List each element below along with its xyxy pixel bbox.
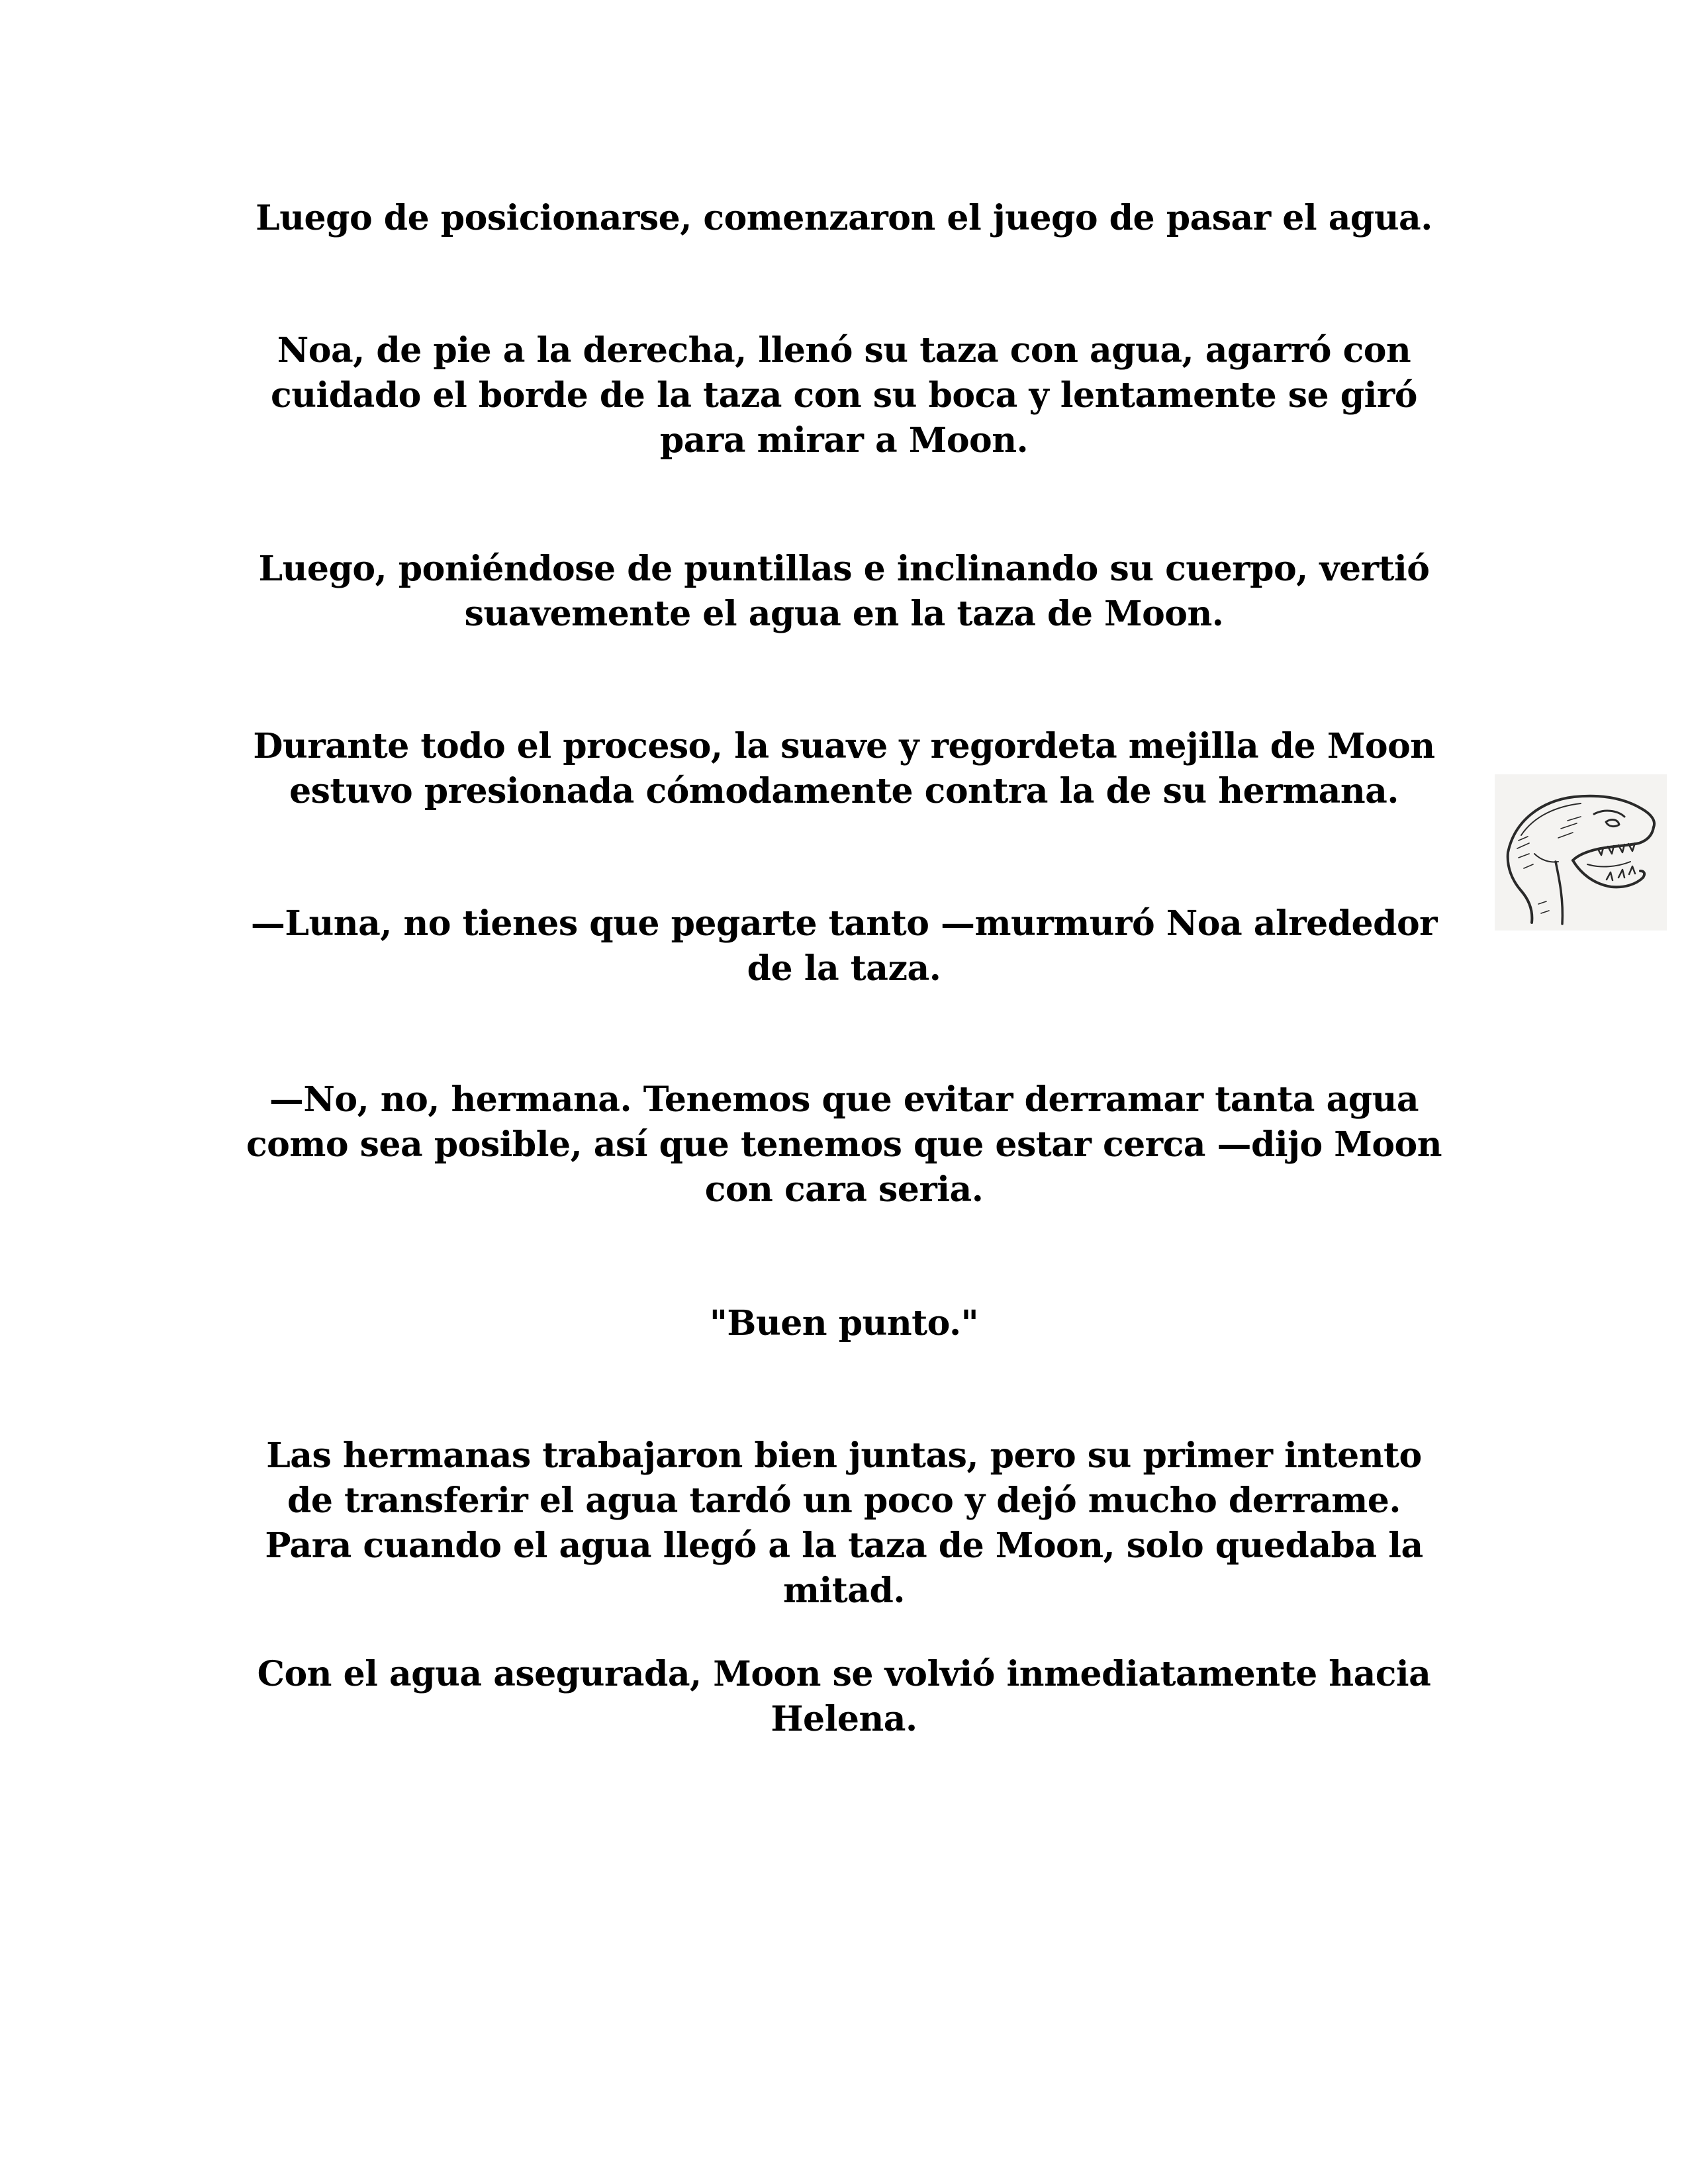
paragraph-2: Noa, de pie a la derecha, llenó su taza con agua, agarró con cuidado el borde de la taza con su boca y lentamente se giró para mirar a Moon. <box>271 330 1417 461</box>
dinosaur-head-sketch-icon <box>1495 774 1667 931</box>
paragraph-1: Luego de posicionarse, comenzaron el juego de pasar el agua. <box>256 198 1432 238</box>
paragraph-9: Con el agua asegurada, Moon se volvió inmediatamente hacia Helena. <box>257 1654 1431 1739</box>
paragraph-4: Durante todo el proceso, la suave y regordeta mejilla de Moon estuvo presionada cómodamente contra la de su hermana. <box>253 726 1435 811</box>
paragraph-5: —Luna, no tienes que pegarte tanto —murmuró Noa alrededor de la taza. <box>250 903 1438 989</box>
paragraph-3: Luego, poniéndose de puntillas e inclinando su cuerpo, vertió suavemente el agua en la taza de Moon. <box>258 549 1430 634</box>
paragraph-8: Las hermanas trabajaron bien juntas, pero su primer intento de transferir el agua tardó un poco y dejó mucho derrame. Para cuando el agua llegó a la taza de Moon, solo quedaba la mitad. <box>265 1435 1423 1611</box>
paragraph-6: —No, no, hermana. Tenemos que evitar derramar tanta agua como sea posible, así que tenemos que estar cerca —dijo Moon con cara seria. <box>246 1079 1442 1210</box>
paragraph-7: "Buen punto." <box>709 1303 979 1343</box>
